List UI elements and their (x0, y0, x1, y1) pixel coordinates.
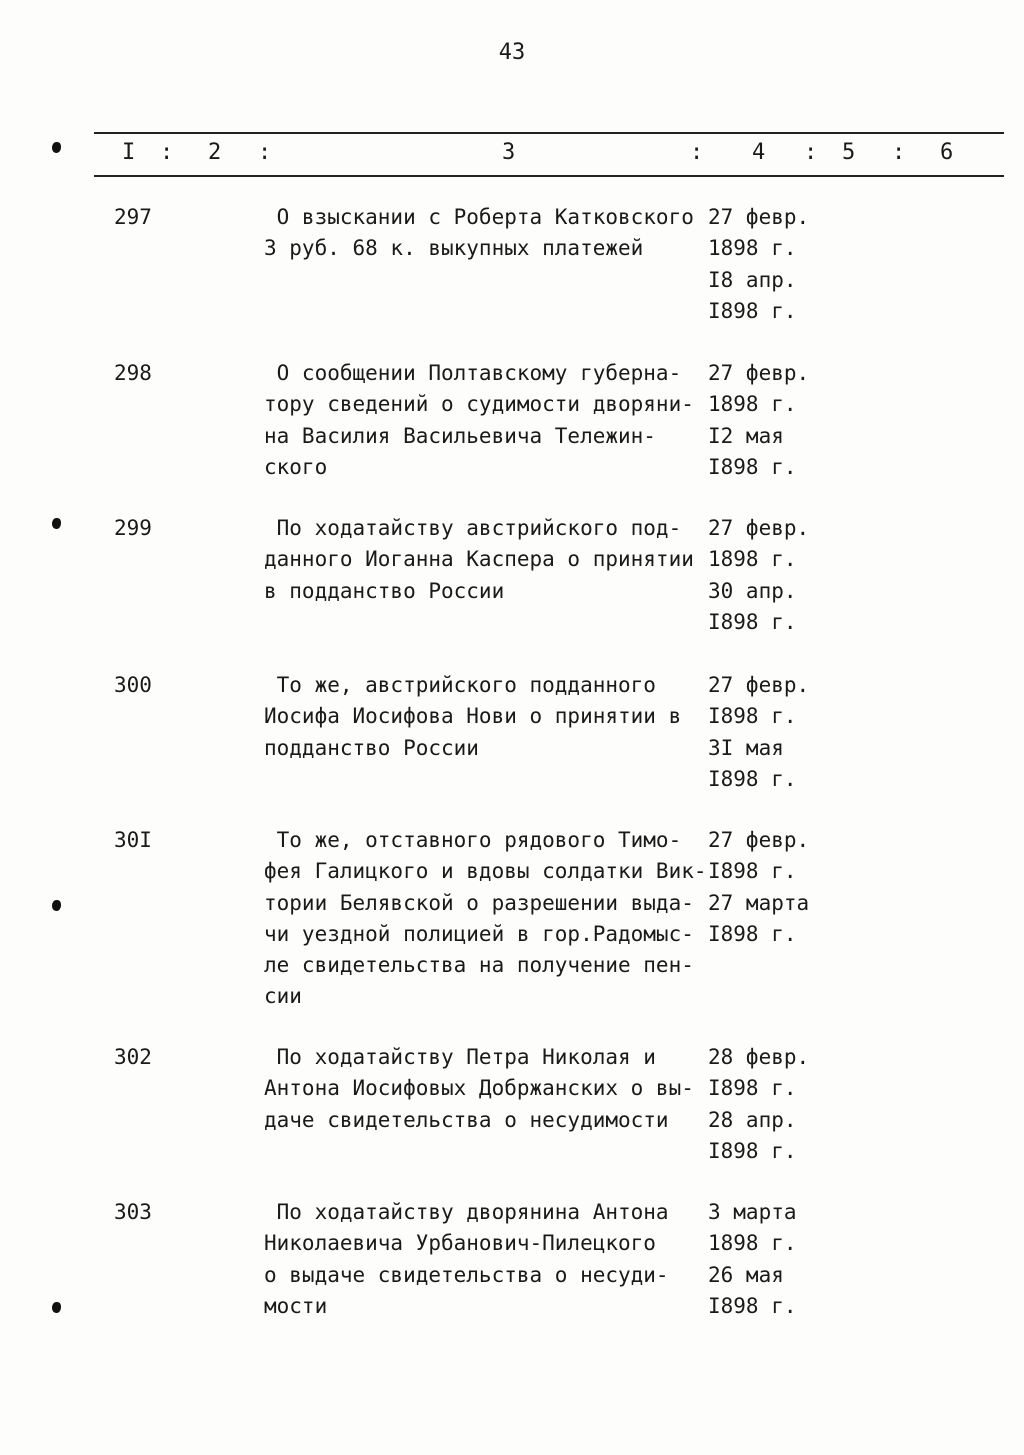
binding-hole-mark (52, 900, 61, 911)
record-title: По ходатайству дворянина Антона Николаевича Урбанович-Пилецкого о выдаче свидетельства о несуди- мости (264, 1200, 669, 1318)
record-number: 300 (114, 673, 152, 697)
record-dates: 27 февр. I898 г. 27 марта I898 г. (708, 828, 810, 946)
col-4: 4 (752, 140, 766, 165)
record-number: 297 (114, 205, 152, 229)
record-title: То же, австрийского подданного Иосифа Иосифова Нови о принятии в подданство России (264, 673, 682, 760)
record-title: По ходатайству Петра Николая и Антона Иосифовых Добржанских о вы- даче свидетельства о несудимости (264, 1045, 694, 1132)
record-dates: 27 февр. 1898 г. I2 мая I898 г. (708, 361, 810, 479)
col-2: 2 (208, 140, 222, 165)
col-3: 3 (502, 140, 516, 165)
record-title: О взыскании с Роберта Катковского З руб. 68 к. выкупных платежей (264, 205, 694, 261)
column-header (0, 140, 1024, 170)
record-dates: 27 февр. I898 г. 3I мая I898 г. (708, 673, 810, 791)
binding-hole-mark (52, 1302, 61, 1313)
col-5: 5 (842, 140, 856, 165)
record-dates: 3 марта 1898 г. 26 мая I898 г. (708, 1200, 797, 1318)
col-sep: : (160, 140, 174, 165)
binding-hole-mark (52, 142, 61, 153)
record-number: 298 (114, 361, 152, 385)
record-title: То же, отставного рядового Тимо- фея Галицкого и вдовы солдатки Вик- тории Белявской о разрешении выда- чи уездной полицией в гор.Радомыс- ле свидетельства на получение пен- сии (264, 828, 707, 1009)
col-sep: : (690, 140, 704, 165)
header-rule-top (94, 132, 1004, 134)
binding-hole-mark (52, 518, 61, 529)
record-number: 30I (114, 828, 152, 852)
record-number: 299 (114, 516, 152, 540)
col-sep: : (804, 140, 818, 165)
record-title: О сообщении Полтавскому губерна- тору сведений о судимости дворяни- на Василия Васильевича Тележин- ского (264, 361, 694, 479)
record-number: 303 (114, 1200, 152, 1224)
record-dates: 27 февр. 1898 г. 30 апр. I898 г. (708, 516, 810, 634)
record-number: 302 (114, 1045, 152, 1069)
record-title: По ходатайству австрийского под- данного Иоганна Каспера о принятии в подданство России (264, 516, 694, 603)
header-rule-bottom (94, 175, 1004, 177)
page-number: 43 (498, 40, 526, 65)
record-dates: 27 февр. 1898 г. I8 апр. I898 г. (708, 205, 810, 323)
col-1: I (122, 140, 136, 165)
col-sep: : (892, 140, 906, 165)
col-6: 6 (940, 140, 954, 165)
record-dates: 28 февр. I898 г. 28 апр. I898 г. (708, 1045, 810, 1163)
col-sep: : (258, 140, 272, 165)
